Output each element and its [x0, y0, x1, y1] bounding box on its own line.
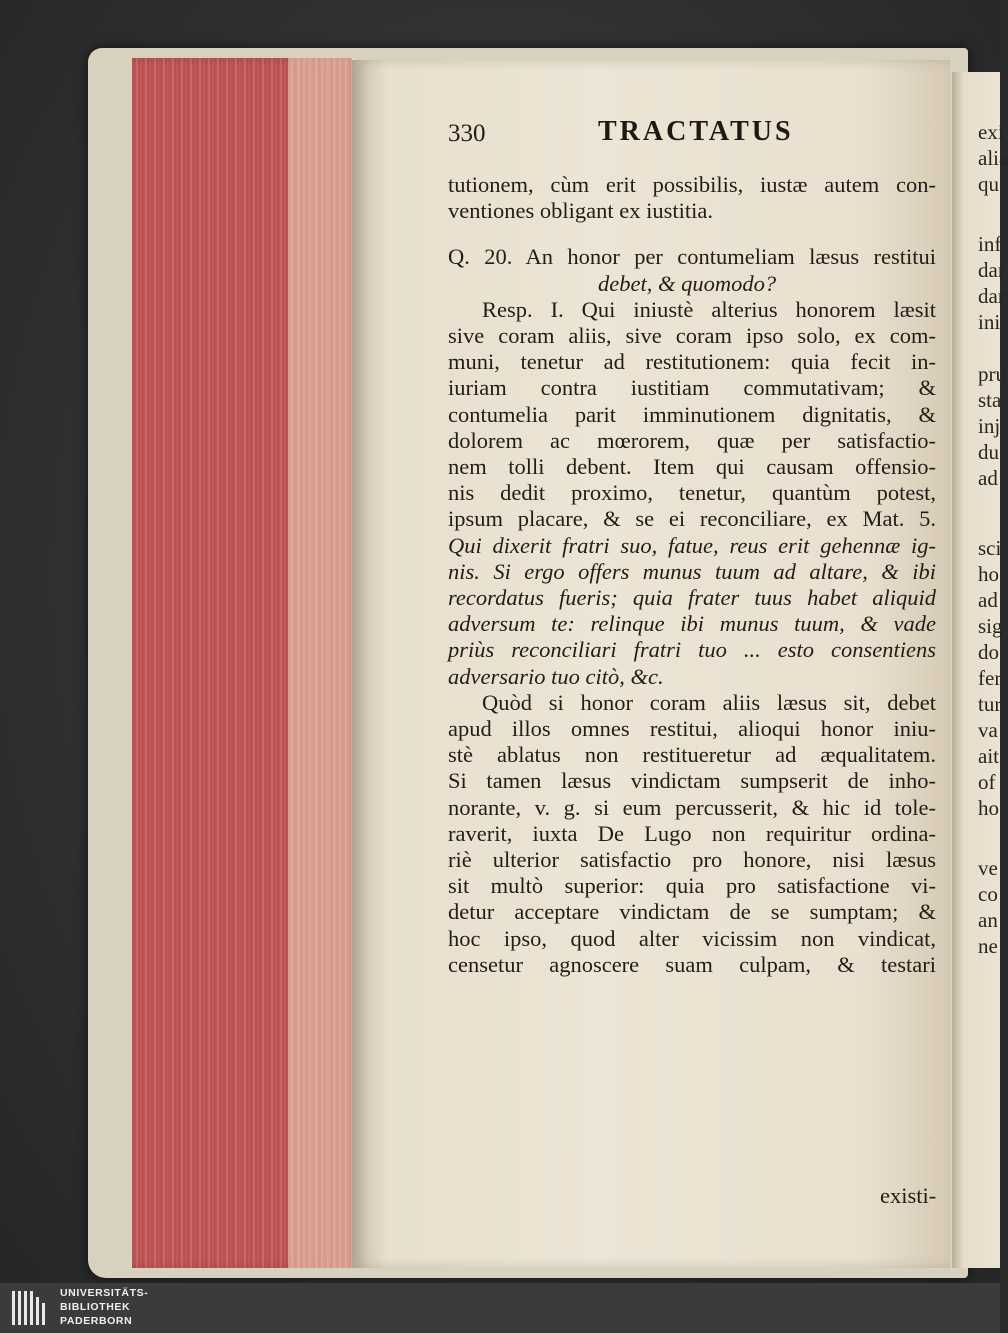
- next-page-fragment: co: [978, 882, 998, 906]
- text-line: adversario tuo citò, &c.: [448, 664, 664, 689]
- next-page-fragment: inf: [978, 232, 1002, 256]
- text-line: nem tolli debent. Item qui causam offensio-: [448, 454, 936, 479]
- next-page-fragment: sci: [978, 536, 1002, 560]
- next-page-fragment: qu: [978, 172, 999, 196]
- next-page-fragment: an: [978, 908, 998, 932]
- text-line: sit multò superior: quia pro satisfactione vi-: [448, 873, 936, 898]
- next-page-fragment: alia: [978, 146, 1008, 170]
- next-page-fragment: ini: [978, 310, 1001, 334]
- logo-text-line-3: PADERBORN: [60, 1315, 133, 1327]
- next-page-fragment: dar: [978, 284, 1005, 308]
- text-line: censetur agnoscere suam culpam, & testari: [448, 952, 936, 977]
- text-line: norante, v. g. si eum percusserit, & hic id tole-: [448, 795, 936, 820]
- text-line: adversum te: relinque ibi munus tuum, & vade: [448, 611, 936, 636]
- next-page-fragment: sig: [978, 614, 1003, 638]
- text-line: dolorem ac mœrorem, quæ per satisfactio-: [448, 428, 936, 453]
- next-page-fragment: ait: [978, 744, 999, 768]
- text-line: priùs reconciliari fratri tuo ... esto consentiens: [448, 637, 936, 662]
- text-line: riè ulterior satisfactio pro honore, nisi læsus: [448, 847, 936, 872]
- next-page-fragment: ho: [978, 796, 999, 820]
- text-line: hoc ipso, quod alter vicissim non vindicat,: [448, 926, 936, 951]
- next-page-fragment: tur: [978, 692, 1002, 716]
- page-number: 330: [448, 120, 486, 147]
- text-line: Qui dixerit fratri suo, fatue, reus erit gehennæ ig-: [448, 533, 936, 558]
- text-line: ipsum placare, & se ei reconciliare, ex Mat. 5.: [448, 506, 936, 531]
- next-page-fragment: ne: [978, 934, 998, 958]
- text-line: recordatus fueris; quia frater tuus habet aliquid: [448, 585, 936, 610]
- next-page-fragment: do: [978, 640, 999, 664]
- text-line: raverit, iuxta De Lugo non requiritur ordina-: [448, 821, 936, 846]
- page-edges-highlight: [288, 58, 352, 1268]
- next-page-fragment: du: [978, 440, 999, 464]
- next-page-fragment: ve: [978, 856, 998, 880]
- next-page-fragment: of: [978, 770, 996, 794]
- next-page-fragment: sta: [978, 388, 1002, 412]
- running-head: TRACTATUS: [598, 116, 794, 147]
- next-page-fragment: fer: [978, 666, 1002, 690]
- text-line: tutionem, cùm erit possibilis, iustæ autem con-: [448, 172, 936, 197]
- text-line: stè ablatus non restitueretur ad æqualitatem.: [448, 742, 936, 767]
- text-line: ventiones obligant ex iustitia.: [448, 198, 713, 223]
- text-line: muni, tenetur ad restitutionem: quia fecit in-: [448, 349, 936, 374]
- next-page-fragment: ad: [978, 588, 998, 612]
- footer-band: [0, 1283, 1000, 1333]
- catchword: existi-: [880, 1183, 937, 1208]
- next-page-fragment: inj: [978, 414, 1001, 438]
- next-page-fragment: ho: [978, 562, 999, 586]
- text-line: apud illos omnes restitui, alioqui honor iniu-: [448, 716, 936, 741]
- next-page-fragment: dar: [978, 258, 1005, 282]
- text-line: Quòd si honor coram aliis læsus sit, debet: [482, 690, 936, 715]
- text-line: nis. Si ergo offers munus tuum ad altare, & ibi: [448, 559, 936, 584]
- text-line: Si tamen læsus vindictam sumpserit de inho-: [448, 768, 936, 793]
- text-line: detur acceptare vindictam de se sumptam; &: [448, 899, 936, 924]
- text-line: debet, & quomodo?: [598, 271, 777, 296]
- next-page-fragment: exi: [978, 120, 1004, 144]
- library-logo-icon: [8, 1287, 48, 1329]
- text-line: sive coram aliis, sive coram ipso solo, ex com-: [448, 323, 936, 348]
- next-page-fragment: ad: [978, 466, 998, 490]
- text-line: Resp. I. Qui iniustè alterius honorem læsit: [482, 297, 936, 322]
- next-page-fragment: pru: [978, 362, 1006, 386]
- next-page-fragment: va: [978, 718, 998, 742]
- text-line: iuriam contra iustitiam commutativam; &: [448, 375, 936, 400]
- text-line: contumelia parit imminutionem dignitatis, &: [448, 402, 936, 427]
- logo-text-line-1: UNIVERSITÄTS-: [60, 1287, 149, 1299]
- next-page-edge: [952, 72, 1008, 1268]
- text-line: nis dedit proximo, tenetur, quantùm potest,: [448, 480, 936, 505]
- logo-text-line-2: BIBLIOTHEK: [60, 1301, 131, 1313]
- text-line: Q. 20. An honor per contumeliam læsus restitui: [448, 244, 936, 269]
